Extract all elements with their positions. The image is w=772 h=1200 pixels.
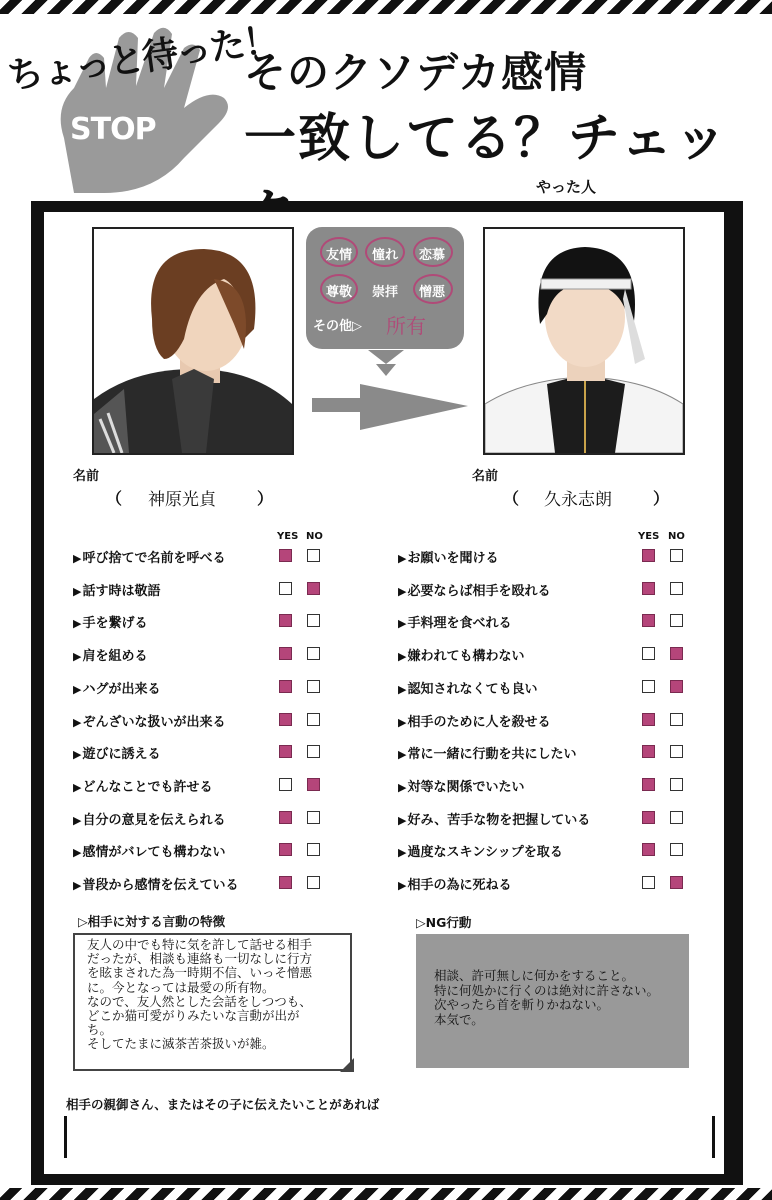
right-yes-checkbox-9[interactable] bbox=[642, 843, 655, 856]
features-text bbox=[87, 938, 349, 1052]
emotion-admiration: 憧れ bbox=[372, 248, 399, 263]
emotion-hatred: 憎悪 bbox=[419, 285, 446, 300]
left-name-label: 名前 bbox=[73, 469, 100, 484]
ng-title: ▷NG行動 bbox=[416, 915, 472, 930]
left-yes-checkbox-7[interactable] bbox=[279, 778, 292, 791]
emotion-worship: 崇拝 bbox=[372, 285, 399, 300]
page-title-line2: 一致してる？チェッ bbox=[244, 109, 729, 169]
stop-text: STOP bbox=[70, 112, 156, 147]
features-line: どこか猫可愛がりみたいな言動が出が bbox=[87, 1008, 300, 1024]
left-portrait bbox=[92, 227, 294, 455]
left-question-0: ▶ 呼び捨てで名前を呼べる bbox=[73, 547, 225, 566]
right-no-checkbox-5[interactable] bbox=[670, 713, 683, 726]
left-yes-checkbox-10[interactable] bbox=[279, 876, 292, 889]
right-name-value: 久永志朗 bbox=[544, 490, 612, 510]
left-no-checkbox-2[interactable] bbox=[307, 614, 320, 627]
left-yes-checkbox-0[interactable] bbox=[279, 549, 292, 562]
bubble-pointer bbox=[368, 350, 404, 364]
right-yes-checkbox-1[interactable] bbox=[642, 582, 655, 595]
right-question-4: ▶ 認知されなくても良い bbox=[398, 678, 537, 697]
left-no-checkbox-9[interactable] bbox=[307, 843, 320, 856]
features-line: に。今となっては最愛の所有物。 bbox=[87, 979, 275, 995]
stamp-text: ちょっと待った！ bbox=[4, 19, 280, 98]
right-question-2: ▶ 手料理を食べれる bbox=[398, 612, 511, 631]
features-line: そしてたまに滅茶苦茶扱いが雑。 bbox=[87, 1036, 275, 1052]
left-yes-checkbox-4[interactable] bbox=[279, 680, 292, 693]
emotion-love: 恋慕 bbox=[419, 248, 446, 263]
left-yes-checkbox-1[interactable] bbox=[279, 582, 292, 595]
left-name-value: 神原光貞 bbox=[148, 490, 216, 510]
emotion-other-value: 所有 bbox=[386, 314, 426, 338]
doer-label: やった人 bbox=[536, 178, 597, 196]
right-question-8: ▶ 好み、苦手な物を把握している bbox=[398, 809, 590, 828]
features-line: なので、友人然とした会話をしつつも、 bbox=[87, 993, 312, 1009]
right-no-checkbox-10[interactable] bbox=[670, 876, 683, 889]
features-line: 友人の中でも特に気を許して話せる相手 bbox=[87, 937, 313, 952]
right-yes-checkbox-2[interactable] bbox=[642, 614, 655, 627]
left-question-10: ▶ 普段から感情を伝えている bbox=[73, 874, 238, 893]
left-yes-checkbox-3[interactable] bbox=[279, 647, 292, 660]
ng-line: 特に何処かに行くのは絶対に許さない。 bbox=[434, 982, 660, 998]
right-question-6: ▶ 常に一緒に行動を共にしたい bbox=[398, 743, 576, 762]
left-question-9: ▶ 感情がバレても構わない bbox=[73, 841, 225, 860]
right-question-7: ▶ 対等な関係でいたい bbox=[398, 776, 524, 795]
right-no-checkbox-2[interactable] bbox=[670, 614, 683, 627]
left-name-close-paren: ） bbox=[257, 489, 274, 508]
left-no-checkbox-6[interactable] bbox=[307, 745, 320, 758]
left-question-5: ▶ ぞんざいな扱いが出来る bbox=[73, 711, 225, 730]
right-name-close-paren: ） bbox=[653, 489, 670, 508]
right-question-3: ▶ 嫌われても構わない bbox=[398, 645, 524, 664]
left-question-3: ▶ 肩を組める bbox=[73, 645, 147, 664]
left-no-checkbox-5[interactable] bbox=[307, 713, 320, 726]
ng-text bbox=[434, 969, 684, 1027]
left-no-checkbox-10[interactable] bbox=[307, 876, 320, 889]
features-line: を眩まされた為一時期不信、いっそ憎悪 bbox=[87, 965, 313, 981]
left-question-1: ▶ 話す時は敬語 bbox=[73, 580, 160, 599]
right-no-checkbox-4[interactable] bbox=[670, 680, 683, 693]
left-yes-checkbox-9[interactable] bbox=[279, 843, 292, 856]
right-question-5: ▶ 相手のために人を殺せる bbox=[398, 711, 550, 730]
emotion-respect: 尊敬 bbox=[326, 285, 353, 300]
right-yes-checkbox-5[interactable] bbox=[642, 713, 655, 726]
right-yes-checkbox-10[interactable] bbox=[642, 876, 655, 889]
right-no-checkbox-0[interactable] bbox=[670, 549, 683, 562]
right-question-10: ▶ 相手の為に死ねる bbox=[398, 874, 511, 893]
right-yes-checkbox-3[interactable] bbox=[642, 647, 655, 660]
emotion-other-label: その他▷ bbox=[313, 319, 362, 334]
right-no-checkbox-9[interactable] bbox=[670, 843, 683, 856]
right-no-checkbox-3[interactable] bbox=[670, 647, 683, 660]
right-no-checkbox-8[interactable] bbox=[670, 811, 683, 824]
left-no-checkbox-8[interactable] bbox=[307, 811, 320, 824]
right-yes-checkbox-7[interactable] bbox=[642, 778, 655, 791]
right-no-header: NO bbox=[668, 531, 685, 542]
right-name-open-paren: （ bbox=[503, 489, 520, 508]
right-name-label: 名前 bbox=[472, 469, 499, 484]
bubble-pointer-inner bbox=[376, 364, 396, 376]
features-title: ▷相手に対する言動の特徴 bbox=[78, 914, 226, 929]
right-yes-header: YES bbox=[638, 531, 660, 542]
left-question-7: ▶ どんなことでも許せる bbox=[73, 776, 212, 795]
right-arrow-icon bbox=[312, 380, 472, 436]
ng-line: 本気で。 bbox=[434, 1011, 484, 1027]
page-title-line1: そのクソデカ感情 bbox=[244, 48, 588, 97]
left-question-6: ▶ 遊びに誘える bbox=[73, 743, 160, 762]
left-no-checkbox-4[interactable] bbox=[307, 680, 320, 693]
left-no-header: NO bbox=[306, 531, 323, 542]
emotion-friendship: 友情 bbox=[326, 248, 353, 263]
left-yes-checkbox-6[interactable] bbox=[279, 745, 292, 758]
left-yes-header: YES bbox=[277, 531, 299, 542]
ng-line: 相談、許可無しに何かをすること。 bbox=[434, 968, 635, 983]
right-portrait bbox=[483, 227, 685, 455]
right-no-checkbox-6[interactable] bbox=[670, 745, 683, 758]
left-no-checkbox-3[interactable] bbox=[307, 647, 320, 660]
left-no-checkbox-7[interactable] bbox=[307, 778, 320, 791]
message-label: 相手の親御さん、またはその子に伝えたいことがあれば bbox=[66, 1097, 380, 1112]
features-line: だったが、相談も連絡も一切なしに行方 bbox=[87, 951, 313, 967]
right-question-1: ▶ 必要ならば相手を殴れる bbox=[398, 580, 550, 599]
right-yes-checkbox-6[interactable] bbox=[642, 745, 655, 758]
right-question-9: ▶ 過度なスキンシップを取る bbox=[398, 841, 563, 860]
features-line: ち。 bbox=[87, 1022, 113, 1038]
ng-line: 次やったら首を斬りかねない。 bbox=[434, 997, 610, 1012]
left-name-open-paren: （ bbox=[106, 489, 123, 508]
message-bracket-right bbox=[712, 1116, 715, 1158]
left-yes-checkbox-2[interactable] bbox=[279, 614, 292, 627]
left-question-2: ▶ 手を繋げる bbox=[73, 612, 147, 631]
right-yes-checkbox-0[interactable] bbox=[642, 549, 655, 562]
bottom-stripe-border bbox=[0, 1188, 772, 1200]
left-yes-checkbox-8[interactable] bbox=[279, 811, 292, 824]
message-bracket-left bbox=[64, 1116, 67, 1158]
top-stripe-border bbox=[0, 0, 772, 14]
right-yes-checkbox-4[interactable] bbox=[642, 680, 655, 693]
left-no-checkbox-0[interactable] bbox=[307, 549, 320, 562]
right-question-0: ▶ お願いを聞ける bbox=[398, 547, 498, 566]
left-no-checkbox-1[interactable] bbox=[307, 582, 320, 595]
right-yes-checkbox-8[interactable] bbox=[642, 811, 655, 824]
left-question-4: ▶ ハグが出来る bbox=[73, 678, 160, 697]
left-question-8: ▶ 自分の意見を伝えられる bbox=[73, 809, 225, 828]
left-yes-checkbox-5[interactable] bbox=[279, 713, 292, 726]
features-box-corner bbox=[340, 1058, 354, 1072]
right-no-checkbox-7[interactable] bbox=[670, 778, 683, 791]
right-no-checkbox-1[interactable] bbox=[670, 582, 683, 595]
